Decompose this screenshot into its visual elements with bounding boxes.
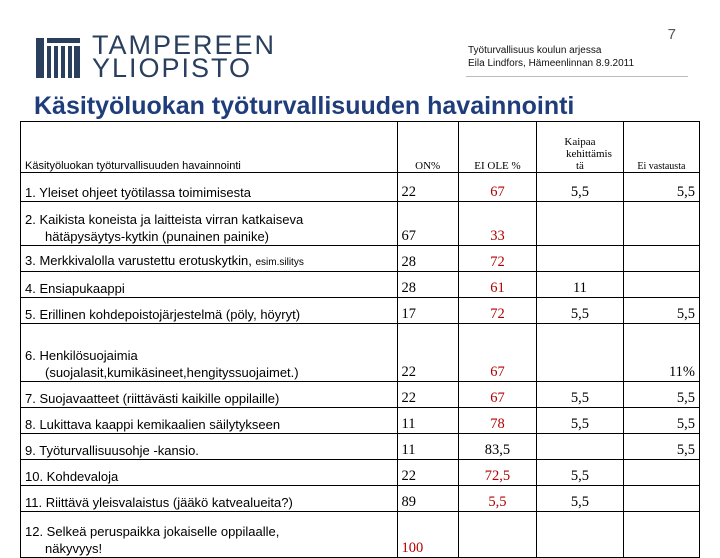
row-label — [21, 382, 398, 408]
row-label — [21, 272, 398, 298]
header-ei: EI OLE % — [458, 122, 536, 173]
cell-ev: 5,5 — [623, 382, 699, 408]
cell-ev — [623, 512, 699, 558]
cell-ei: 72 — [458, 246, 536, 272]
row-label-line-1: 5. Erillinen kohdepoistojärjestelmä (pöly, höyryt) — [25, 307, 301, 322]
cell-ev: 5,5 — [623, 298, 699, 324]
logo-line-2: YLIOPISTO — [92, 53, 253, 83]
cell-on: 22 — [397, 382, 458, 408]
cell-ev: 11% — [623, 324, 699, 382]
table-row — [21, 173, 700, 202]
header-line-2: Eila Lindfors, Hämeenlinnan 8.9.2011 — [468, 58, 635, 69]
cell-kaipaa — [537, 512, 624, 558]
row-label-line-2: näkyvyys! — [45, 541, 103, 556]
table-row — [21, 324, 700, 382]
row-label-line-1: 7. Suojavaatteet (riittävästi kaikille oppilaille) — [25, 391, 280, 406]
cell-ev — [623, 272, 699, 298]
row-label-line-1: 4. Ensiapukaappi — [25, 281, 125, 296]
row-label-line-1: 3. Merkkivalolla varustettu erotuskytkin, — [25, 253, 252, 268]
row-label-line-1: 2. Kaikista koneista ja laitteista virran katkaiseva — [25, 212, 304, 227]
cell-ev — [623, 202, 699, 246]
cell-ei: 5,5 — [458, 486, 536, 512]
row-label-small: esim.silitys — [255, 257, 304, 268]
cell-kaipaa: 5,5 — [537, 486, 624, 512]
header-label: Käsityöluokan työturvallisuuden havainnointi — [21, 122, 398, 173]
cell-ei: 72,5 — [458, 460, 536, 486]
cell-kaipaa: 5,5 — [537, 460, 624, 486]
cell-on: 89 — [397, 486, 458, 512]
table-row — [21, 202, 700, 246]
page-title: Käsityöluokan työturvallisuuden havainnointi — [34, 92, 575, 120]
cell-on: 17 — [397, 298, 458, 324]
header-kaipaa-2: kehittämis — [566, 148, 612, 160]
header-line-1: Työturvallisuus koulun arjessa — [468, 45, 602, 56]
cell-kaipaa — [537, 202, 624, 246]
cell-ev — [623, 246, 699, 272]
table-row — [21, 246, 700, 272]
cell-ei — [458, 512, 536, 558]
cell-kaipaa: 5,5 — [537, 298, 624, 324]
row-label-line-1: 1. Yleiset ohjeet työtilassa toimimisesta — [25, 185, 251, 200]
cell-ei: 72 — [458, 298, 536, 324]
table-row — [21, 298, 700, 324]
row-label — [21, 486, 398, 512]
row-label — [21, 408, 398, 434]
row-label-line-1: 6. Henkilösuojaimia — [25, 348, 138, 363]
header-on: ON% — [397, 122, 458, 173]
row-label — [21, 202, 398, 246]
row-label — [21, 246, 398, 272]
row-label-line-1: 8. Lukittava kaappi kemikaalien säilytykseen — [25, 417, 281, 432]
header-kaipaa-1: Kaipaa — [564, 136, 596, 148]
row-label-line-2: hätäpysäytys-kytkin (punainen painike) — [45, 229, 270, 244]
row-label — [21, 173, 398, 202]
cell-ei: 78 — [458, 408, 536, 434]
cell-on: 22 — [397, 324, 458, 382]
logo-line-1: TAMPEREEN — [92, 30, 277, 60]
table-row — [21, 460, 700, 486]
cell-kaipaa — [537, 246, 624, 272]
cell-on: 100 — [397, 512, 458, 558]
cell-ev: 5,5 — [623, 173, 699, 202]
row-label — [21, 460, 398, 486]
header-kaipaa-3: tä — [575, 160, 584, 172]
cell-kaipaa: 5,5 — [537, 382, 624, 408]
cell-ev: 5,5 — [623, 408, 699, 434]
table-row — [21, 434, 700, 460]
cell-kaipaa — [537, 434, 624, 460]
survey-table — [20, 121, 700, 558]
table-row — [21, 486, 700, 512]
row-label — [21, 434, 398, 460]
cell-ei: 83,5 — [458, 434, 536, 460]
cell-kaipaa — [537, 324, 624, 382]
row-label-line-1: 10. Kohdevaloja — [25, 469, 119, 484]
row-label-line-1: 11. Riittävä yleisvalaistus (jääkö katvealueita?) — [25, 495, 293, 510]
table-row — [21, 382, 700, 408]
cell-on: 22 — [397, 460, 458, 486]
row-label-line-1: 9. Työturvallisuusohje -kansio. — [25, 443, 199, 458]
row-label-line-2: (suojalasit,kumikäsineet,hengityssuojaimet.) — [45, 365, 299, 380]
cell-kaipaa: 5,5 — [537, 408, 624, 434]
cell-ev: 5,5 — [623, 434, 699, 460]
cell-ei: 33 — [458, 202, 536, 246]
cell-on: 67 — [397, 202, 458, 246]
cell-on: 28 — [397, 272, 458, 298]
table-row — [21, 272, 700, 298]
header-divider — [466, 76, 688, 77]
table-row — [21, 512, 700, 558]
cell-ei: 67 — [458, 173, 536, 202]
cell-on: 28 — [397, 246, 458, 272]
row-label-line-1: 12. Selkeä peruspaikka jokaiselle oppilaalle, — [25, 524, 280, 539]
header-kaipaa — [537, 122, 624, 173]
logo-emblem-icon — [34, 34, 82, 80]
cell-ei: 61 — [458, 272, 536, 298]
page-number: 7 — [667, 26, 676, 43]
cell-ei: 67 — [458, 382, 536, 408]
header-ev: Ei vastausta — [623, 122, 699, 173]
cell-ev — [623, 486, 699, 512]
cell-on: 11 — [397, 408, 458, 434]
cell-on: 11 — [397, 434, 458, 460]
cell-kaipaa: 5,5 — [537, 173, 624, 202]
university-logo — [34, 30, 277, 84]
row-label — [21, 324, 398, 382]
cell-on: 22 — [397, 173, 458, 202]
cell-ev — [623, 460, 699, 486]
table-header-row — [21, 122, 700, 173]
row-label — [21, 512, 398, 558]
cell-kaipaa: 11 — [537, 272, 624, 298]
cell-ei: 67 — [458, 324, 536, 382]
row-label — [21, 298, 398, 324]
table-row — [21, 408, 700, 434]
header-info — [468, 44, 634, 70]
